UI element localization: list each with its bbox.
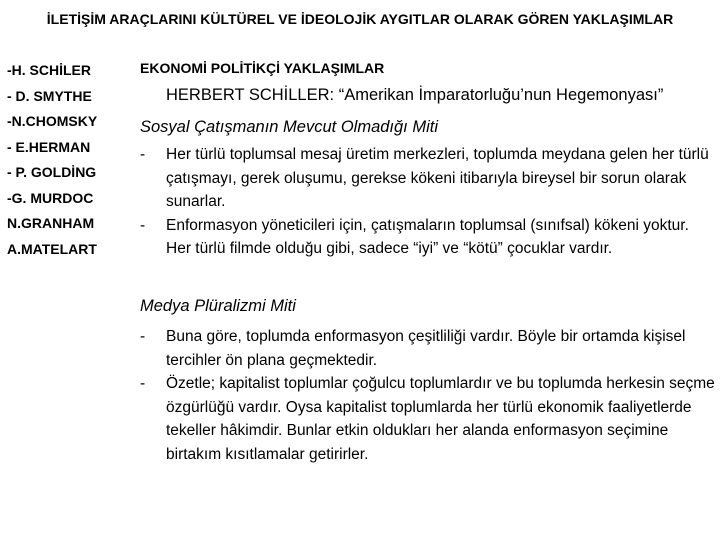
bullet-text: Buna göre, toplumda enformasyon çeşitliliği vardır. Böyle bir ortamda kişisel tercihler ön plana geçmektedir. xyxy=(166,328,686,369)
bullet-marker: - xyxy=(140,375,146,392)
bullet-item xyxy=(140,325,715,372)
page-title: İLETİŞİM ARAÇLARINI KÜLTÜREL VE İDEOLOJİK AYGITLAR OLARAK GÖREN YAKLAŞIMLAR xyxy=(46,11,674,27)
author-item: A.MATELART xyxy=(7,240,97,257)
bullet-text: Özetle; kapitalist toplumlar çoğulcu toplumlardır ve bu toplumda herkesin seçme özgürlüğü vardır. Oysa kapitalist toplumlarda her türlü ekonomik faaliyetlerde tekeller hâkimdir. Bunlar etkin oldukları her alanda enformasyon seçimine birtakım kısıtlamalar getirirler. xyxy=(166,375,715,463)
author-item: -N.CHOMSKY xyxy=(7,113,98,129)
section-heading: EKONOMİ POLİTİKÇİ YAKLAŞIMLAR xyxy=(140,60,385,76)
author-item: N.GRANHAM xyxy=(7,215,95,231)
bullet-text: Her türlü toplumsal mesaj üretim merkezleri, toplumda meydana gelen her türlü çatışmayı, gerek oluşumu, gerekse kökeni itibarıyla bireysel bir sorun olarak sunarlar. xyxy=(166,146,709,210)
author-item: - P. GOLDİNG xyxy=(7,164,97,180)
bullet-list-media-pluralism xyxy=(140,325,715,466)
author-item: -H. SCHİLER xyxy=(7,62,91,78)
bullet-marker: - xyxy=(140,328,146,345)
bullet-marker: - xyxy=(140,216,146,234)
subheading: HERBERT SCHİLLER: “Amerikan İmparatorluğu’nun Hegemonyası” xyxy=(166,86,664,104)
author-list xyxy=(7,58,133,262)
bullet-marker: - xyxy=(140,146,146,163)
bullet-item xyxy=(140,143,715,214)
bullet-item xyxy=(140,372,715,466)
author-item: - D. SMYTHE xyxy=(7,87,92,104)
bullet-item xyxy=(140,214,715,261)
author-item: - E.HERMAN xyxy=(7,138,91,155)
section-title-media-pluralism: Medya Plüralizmi Miti xyxy=(140,297,296,315)
bullet-list-social-conflict xyxy=(140,143,715,261)
author-item: -G. MURDOC xyxy=(7,189,94,206)
section-title-social-conflict: Sosyal Çatışmanın Mevcut Olmadığı Miti xyxy=(140,118,439,136)
bullet-text: Enformasyon yöneticileri için, çatışmaların toplumsal (sınıfsal) kökeni yoktur. Her türlü filmde olduğu gibi, sadece “iyi” ve “kötü” çocuklar vardır. xyxy=(166,216,689,257)
